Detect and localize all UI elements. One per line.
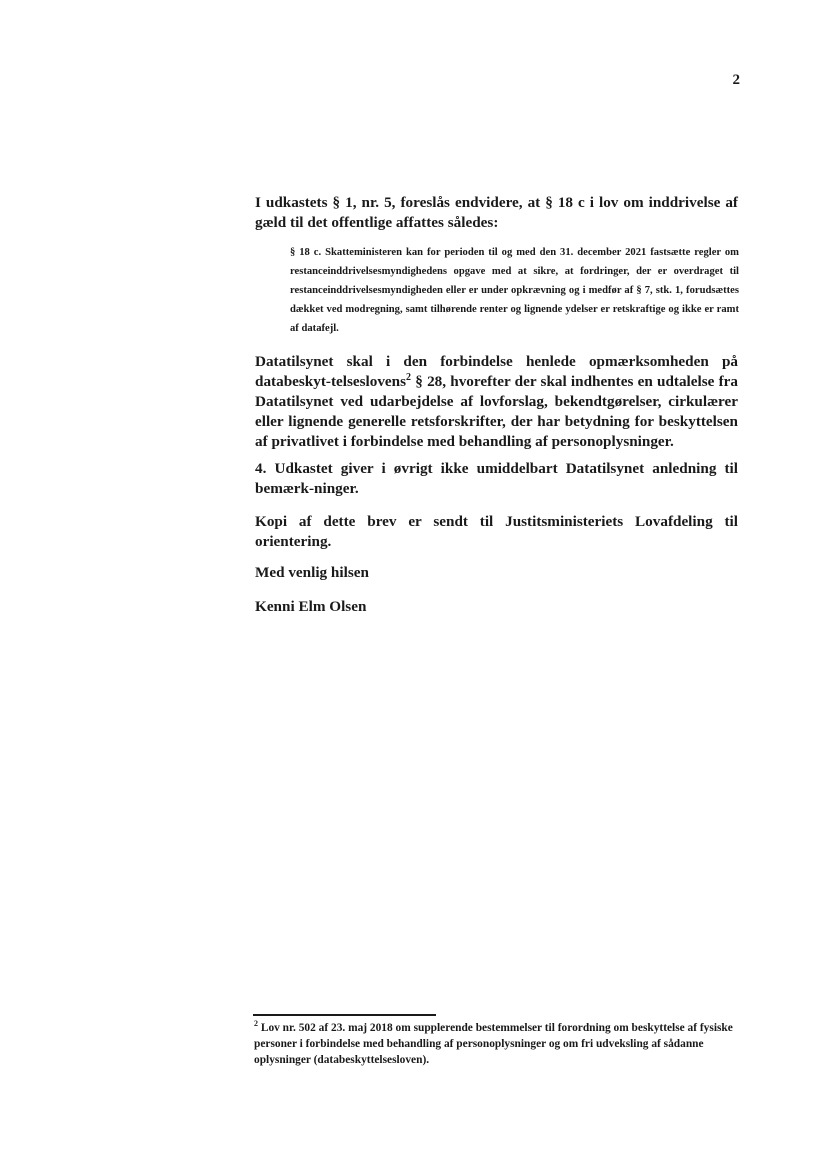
quoted-provision-text: Skatteministeren kan for perioden til og med den 31. december 2021 fastsætte regler om restanceinddrivelsesmyndighedens opgave med at sikre, at fordringer, der er overdraget til restanceinddrivelsesmyndigheden eller er under opkrævning og i medfør af § 7, stk. 1, forudsættes dækket ved modregning, samt tilhørende renter og lignende ydelser er retskraftige og ikke er ramt af datafejl. bbox=[290, 247, 739, 334]
closing-greeting: Med venlig hilsen bbox=[255, 564, 369, 581]
paragraph-datatilsynet bbox=[255, 352, 738, 452]
intro-paragraph: I udkastets § 1, nr. 5, foreslås endvidere, at § 18 c i lov om inddrivelse af gæld til det offentlige affattes således: bbox=[255, 194, 738, 231]
page-number: 2 bbox=[732, 72, 740, 88]
footnote-divider bbox=[253, 1014, 436, 1016]
footnote-reference: 2 bbox=[406, 371, 412, 383]
signature-name: Kenni Elm Olsen bbox=[255, 598, 367, 615]
paragraph-2-text-b: § 28, hvorefter der skal indhentes en udtalelse fra Datatilsynet ved udarbejdelse af lovforslag, bekendtgørelser, cirkulærer eller lignende generelle retsforskrifter, der har betydning for beskyttelsen af privatlivet i forbindelse med behandling af personoplysninger. bbox=[255, 373, 738, 450]
paragraph-kopi: Kopi af dette brev er sendt til Justitsministeriets Lovafdeling til orientering. bbox=[255, 513, 738, 550]
paragraph-udkastet: 4. Udkastet giver i øvrigt ikke umiddelbart Datatilsynet anledning til bemærk-ninger. bbox=[255, 460, 738, 497]
quoted-provision bbox=[290, 243, 739, 338]
footnote-marker: 2 bbox=[254, 1019, 258, 1029]
footnote-text: Lov nr. 502 af 23. maj 2018 om supplerende bestemmelser til forordning om beskyttelse af fysiske personer i forbindelse med behandling af personoplysninger og om fri udveksling af sådanne oplysninger (databeskyttelsesloven). bbox=[254, 1022, 733, 1066]
quoted-section-label: § 18 c. bbox=[290, 247, 322, 258]
paragraph-2-text-a: Datatilsynet skal i den forbindelse henlede opmærksomheden på databeskyt-telseslovens bbox=[255, 353, 738, 390]
footnote bbox=[254, 1020, 734, 1068]
